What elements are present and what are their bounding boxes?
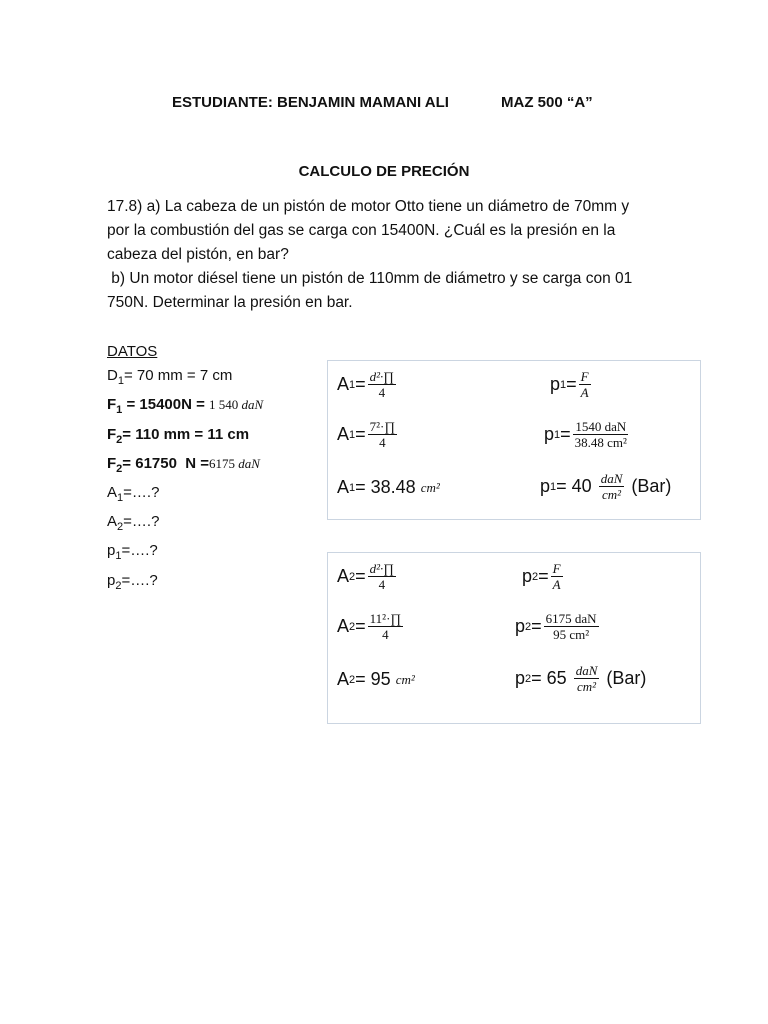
problem-line: cabeza del pistón, en bar?: [107, 246, 289, 263]
p2-unit-label: (Bar): [606, 668, 647, 688]
datos-f2a: $F_2= 110$ mm = 11 cm: [107, 425, 250, 446]
a1-formula-den: 4: [378, 385, 386, 400]
a1-result: A 1 = 38.48 cm²: [337, 477, 440, 497]
p1-unit-num: daN: [600, 471, 623, 486]
p2-unit-den: cm²: [577, 679, 597, 694]
p1-formula-den: A: [580, 385, 589, 400]
p1-unit-den: cm²: [602, 487, 622, 502]
p2-unknown: =….?: [121, 571, 158, 589]
a2-subst-num: 11²·∏: [369, 611, 402, 626]
p1-substitution: p 1 = $\frac{\text{1540 daN}}{\text{38.48 cm²}}$: [544, 419, 627, 450]
p1-unit-label: (Bar): [631, 476, 672, 496]
problem-line: por la combustión del gas se carga con 15400N. ¿Cuál es la presión en la: [107, 222, 616, 239]
p1-unknown: =….?: [121, 542, 158, 560]
datos-d1: $D_1= 70$ mm = 7 cm: [107, 367, 233, 388]
p2-result-value: = 65: [531, 668, 567, 688]
datos-a2: $A_2=\dots$.?: [107, 513, 160, 534]
f2a-value: = 110 mm = 11 cm: [122, 425, 250, 443]
a2-formula: A 2 = $\frac{\text{d²·∏}}{4}$: [337, 561, 395, 592]
problem-line: b) Un motor diésel tiene un pistón de 110mm de diámetro y se carga con 01: [107, 270, 633, 287]
f1-value: = 15400N =: [122, 396, 210, 414]
a1-formula: A 1 = $\frac{\text{d²·∏}}{4}$: [337, 369, 395, 400]
solution-box-2: [327, 552, 701, 724]
p1-result-value: = 40: [556, 476, 592, 496]
datos-p1: $p_1=\dots$.?: [107, 542, 158, 563]
a1-substitution: A 1 = $\frac{\text{7²·∏}}{4}$: [337, 419, 396, 450]
page-title: CALCULO DE PRECIÓN: [298, 163, 470, 180]
a1-result-value: = 38.48: [355, 477, 416, 497]
datos-f1: $F_1 = 15400N = 1$ 540 daN: [107, 396, 264, 417]
p1-formula-num: F: [580, 369, 589, 384]
d1-value: = 70 mm = 7 cm: [123, 367, 233, 385]
p2-formula-num: F: [552, 561, 561, 576]
p2-formula: p 2 = $\frac{F}{A}$: [522, 561, 561, 592]
a1-result-unit: cm²: [420, 479, 440, 495]
p2-unit-num: daN: [575, 663, 598, 678]
p1-subst-num: 1540 daN: [575, 419, 627, 434]
p1-subst-den: 38.48 cm²: [574, 435, 627, 450]
a2-result-value: = 95: [355, 669, 391, 689]
a2-substitution: A 2 = $\frac{\text{11²·∏}}{4}$: [337, 611, 402, 642]
solution-box-1: [327, 360, 701, 520]
datos-a1: $A_1=\dots$.?: [107, 484, 160, 505]
a1-subst-num: 7²·∏: [369, 419, 396, 434]
student-name: ESTUDIANTE: BENJAMIN MAMANI ALI: [172, 94, 449, 111]
p2-substitution: p 2 = $\frac{\text{6175 daN}}{\text{95 cm²}}$: [515, 611, 597, 642]
p2-subst-num: 6175 daN: [545, 611, 597, 626]
a2-unknown: =….?: [123, 513, 160, 531]
f2b-value: = 61750 N =: [122, 454, 210, 472]
a2-result-unit: cm²: [395, 671, 415, 687]
a1-formula-num: d²·∏: [369, 369, 395, 384]
p2-formula-den: A: [552, 577, 561, 592]
course-code: MAZ 500 “A”: [501, 94, 593, 111]
a2-formula-num: d²·∏: [369, 561, 395, 576]
a1-unknown: =….?: [123, 484, 160, 502]
p1-result: p 1 = 40 $\frac{\text{daN}}{\text{cm²}}$ (Bar): [540, 471, 672, 502]
datos-list: [107, 340, 263, 598]
a1-subst-den: 4: [379, 435, 386, 450]
problem-line: 17.8) a) La cabeza de un pistón de motor Otto tiene un diámetro de 70mm y: [107, 198, 630, 215]
p2-subst-den: 95 cm²: [553, 627, 590, 642]
f1-dan-value: 1 540: [209, 397, 242, 413]
f1-dan-unit: daN: [241, 397, 264, 413]
f2b-dan-value: 6175: [209, 455, 239, 471]
datos-heading: DATOS: [107, 343, 158, 360]
a2-formula-den: 4: [378, 577, 386, 592]
a2-subst-den: 4: [382, 627, 389, 642]
a2-result: A 2 = 95 cm²: [337, 669, 415, 689]
datos-f2b: $F_2= 61750$ N =6175 daN: [107, 454, 260, 475]
p2-result: p 2 = 65 $\frac{\text{daN}}{\text{cm²}}$ (Bar): [515, 663, 647, 694]
problem-statement: [107, 195, 667, 315]
datos-p2: $p_2=\dots$.?: [107, 571, 158, 592]
f2b-dan-unit: daN: [238, 455, 260, 471]
p1-formula: p 1 = $\frac{F}{A}$: [550, 369, 589, 400]
problem-line: 750N. Determinar la presión en bar.: [107, 294, 353, 311]
